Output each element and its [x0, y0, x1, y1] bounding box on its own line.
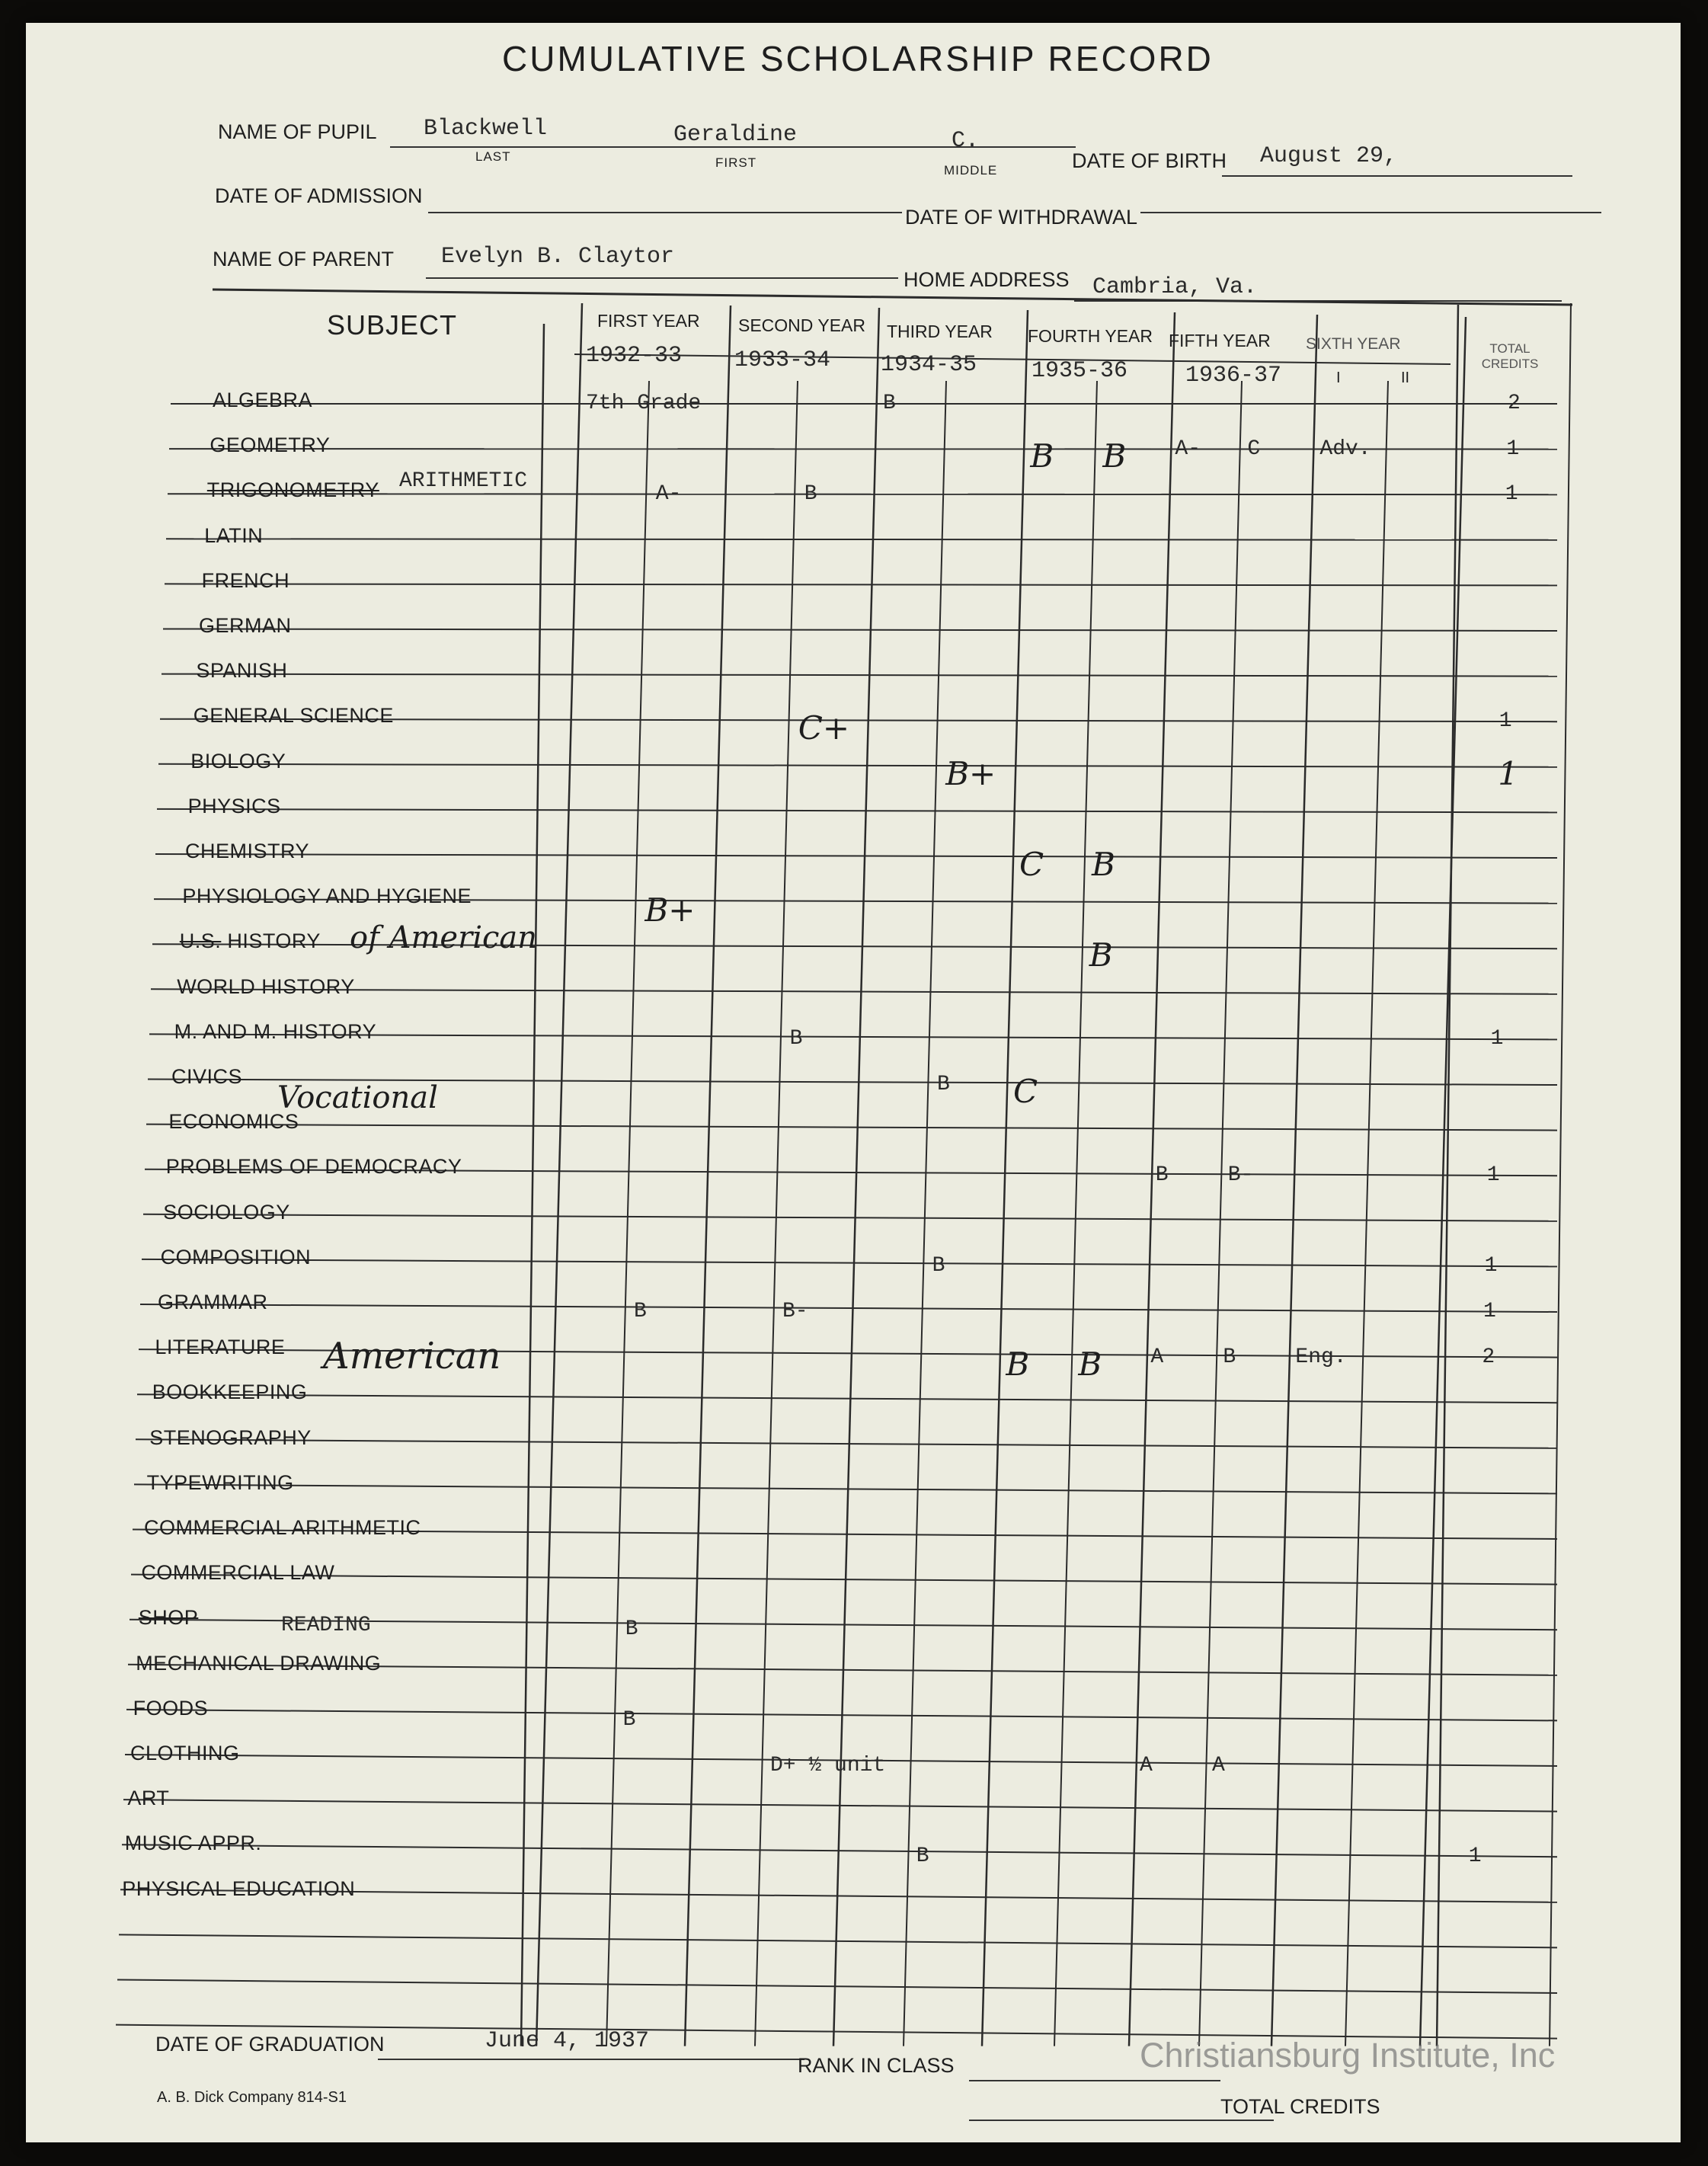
- grid-line: [134, 1484, 1557, 1493]
- subject-label: PHYSICAL EDUCATION: [122, 1876, 356, 1900]
- subject-label: STENOGRAPHY: [149, 1425, 312, 1449]
- record-sheet: [26, 23, 1681, 2142]
- subject-label: BOOKKEEPING: [152, 1381, 308, 1404]
- grade-entry: B: [932, 1254, 945, 1278]
- grade-entry: B: [789, 1027, 803, 1051]
- grade-entry: 2: [1482, 1345, 1495, 1369]
- grade-entry: Eng.: [1295, 1345, 1347, 1369]
- grid-line: [117, 1980, 1557, 1994]
- grade-entry: B: [916, 1844, 929, 1869]
- year-header-2: SECOND YEAR: [738, 315, 866, 335]
- watermark: Christiansburg Institute, Inc: [1140, 2036, 1556, 2075]
- grid-line: [574, 354, 1451, 364]
- grid-line: [521, 324, 544, 2046]
- address-value: Cambria, Va.: [1092, 274, 1258, 300]
- subject-label: SHOP: [138, 1606, 199, 1630]
- subject-label: U.S. HISTORY: [179, 929, 321, 953]
- grade-entry: 7th Grade: [586, 392, 702, 415]
- grid-line: [142, 1259, 1557, 1267]
- grid-line: [151, 989, 1557, 994]
- subject-label: TYPEWRITING: [146, 1470, 294, 1494]
- subject-label: ART: [127, 1787, 170, 1810]
- grade-entry: 1: [1506, 437, 1520, 461]
- year-header-3: THIRD YEAR: [887, 322, 993, 341]
- grade-entry: B: [1223, 1345, 1236, 1369]
- grade-entry: A: [1150, 1345, 1164, 1369]
- middle-caption: MIDDLE: [944, 163, 998, 178]
- grid-line: [165, 584, 1557, 585]
- grid-line: [833, 308, 879, 2046]
- grade-entry: B: [1030, 437, 1054, 475]
- grid-line: [137, 1394, 1557, 1403]
- grade-entry: B: [937, 1073, 950, 1096]
- grid-line: [146, 1125, 1557, 1131]
- grid-line: [163, 629, 1557, 632]
- subject-label: MUSIC APPR.: [124, 1832, 262, 1855]
- parent-label: NAME OF PARENT: [213, 248, 395, 270]
- subject-label: M. AND M. HISTORY: [174, 1019, 377, 1043]
- grade-entry: 1: [1505, 482, 1518, 507]
- subject-label: COMMERCIAL ARITHMETIC: [144, 1516, 421, 1539]
- year-header-6: SIXTH YEAR: [1306, 335, 1401, 353]
- rank-label: RANK IN CLASS: [798, 2054, 955, 2077]
- subject-label: PROBLEMS OF DEMOCRACY: [165, 1155, 462, 1179]
- grid-line: [131, 1575, 1557, 1585]
- grade-entry: 1: [1498, 709, 1512, 734]
- dob-label: DATE OF BIRTH: [1072, 149, 1227, 172]
- grade-entry: 2: [1508, 392, 1521, 415]
- grade-grid: [26, 23, 1681, 2142]
- grade-entry: 1: [1498, 754, 1518, 792]
- grid-line: [119, 1934, 1557, 1947]
- session-4: 1935-36: [1032, 358, 1128, 384]
- grade-entry: B+: [644, 891, 696, 929]
- grade-entry: A-: [655, 482, 682, 507]
- grade-entry: 1: [1483, 1300, 1496, 1323]
- last-caption: LAST: [475, 149, 511, 164]
- grade-entry: 1: [1468, 1844, 1482, 1869]
- dob-value: August 29,: [1260, 143, 1398, 169]
- grid-line: [136, 1439, 1557, 1448]
- session-3: 1934-35: [881, 352, 977, 378]
- subject-label: GEOMETRY: [210, 434, 331, 457]
- name-label: NAME OF PUPIL: [218, 120, 377, 143]
- grade-entry: Adv.: [1319, 437, 1371, 461]
- total-credits-label: TOTAL CREDITS: [1220, 2095, 1380, 2118]
- grade-entry: B: [1092, 846, 1115, 883]
- grid-line: [213, 290, 1572, 305]
- grade-entry: B: [625, 1617, 638, 1642]
- subject-label: PHYSICS: [187, 794, 281, 817]
- year-header-1: FIRST YEAR: [597, 311, 700, 331]
- session-1: 1932-33: [586, 343, 683, 369]
- grade-entry: C: [1247, 437, 1261, 461]
- grade-entry: B: [622, 1708, 636, 1732]
- grade-entry: B+: [945, 754, 996, 792]
- grid-line: [982, 310, 1028, 2046]
- vocational-annotation: Vocational: [277, 1080, 438, 1115]
- year-header-5: FIFTH YEAR: [1169, 331, 1271, 350]
- page-title: CUMULATIVE SCHOLARSHIP RECORD: [502, 39, 1214, 78]
- arithmetic-annotation: ARITHMETIC: [399, 469, 528, 493]
- first-caption: FIRST: [715, 155, 757, 170]
- grade-entry: B: [1155, 1163, 1169, 1188]
- grid-line: [755, 381, 798, 2046]
- parent-value: Evelyn B. Claytor: [441, 244, 675, 270]
- grid-line: [143, 1214, 1557, 1221]
- grade-entry: B-: [782, 1300, 808, 1323]
- subject-label: FOODS: [133, 1696, 209, 1720]
- grade-entry: B: [883, 392, 896, 415]
- grade-entry: C+: [798, 709, 850, 747]
- grid-line: [1420, 317, 1466, 2046]
- last-name-value: Blackwell: [424, 116, 548, 142]
- grade-entry: B: [1089, 936, 1113, 974]
- grade-entry: B-: [1227, 1163, 1254, 1188]
- grade-entry: B: [634, 1300, 647, 1323]
- subject-label: PHYSIOLOGY AND HYGIENE: [182, 885, 472, 908]
- grid-line: [158, 764, 1557, 767]
- subject-label: CHEMISTRY: [185, 840, 310, 862]
- printer-imprint: A. B. Dick Company 814-S1: [157, 2089, 347, 2106]
- grade-entry: B: [1102, 437, 1127, 475]
- grid-line: [140, 1304, 1557, 1312]
- total-credits-header: TOTAL CREDITS: [1481, 341, 1539, 371]
- subject-label: LITERATURE: [155, 1336, 286, 1359]
- admission-label: DATE OF ADMISSION: [215, 184, 423, 207]
- subject-label: GERMAN: [199, 614, 292, 637]
- subject-label: CIVICS: [171, 1065, 243, 1088]
- subject-label: TRIGONOMETRY: [206, 478, 379, 502]
- subject-header: SUBJECT: [327, 309, 458, 341]
- grid-line: [606, 381, 649, 2046]
- graduation-date: June 4, 1937: [485, 2028, 650, 2054]
- grid-line: [166, 539, 1557, 540]
- session-5: 1936-37: [1185, 363, 1282, 389]
- graduation-label: DATE OF GRADUATION: [155, 2033, 385, 2056]
- grid-line: [1271, 315, 1317, 2046]
- session-2: 1933-34: [734, 347, 831, 373]
- subject-label: LATIN: [204, 523, 264, 547]
- subject-label: BIOLOGY: [190, 749, 286, 773]
- subject-label: ALGEBRA: [213, 389, 313, 411]
- subject-label: SPANISH: [196, 659, 288, 683]
- subject-label: FRENCH: [201, 568, 290, 592]
- grade-entry: 1: [1490, 1027, 1504, 1051]
- reading-annotation: READING: [281, 1614, 371, 1637]
- grid-line: [1550, 303, 1571, 2046]
- subject-label: GRAMMAR: [158, 1291, 268, 1313]
- grade-entry: A-: [1175, 437, 1201, 461]
- grid-line: [157, 809, 1557, 813]
- american-literature-annotation: American: [323, 1335, 501, 1377]
- subject-label: COMMERCIAL LAW: [141, 1561, 335, 1585]
- grade-entry: C: [1013, 1073, 1038, 1110]
- middle-name-value: C.: [952, 128, 980, 154]
- subject-label: WORLD HISTORY: [177, 974, 355, 998]
- grid-line: [155, 854, 1557, 858]
- grid-line: [685, 306, 731, 2046]
- address-label: HOME ADDRESS: [904, 268, 1070, 291]
- grade-entry: D+ ½ unit: [770, 1754, 886, 1777]
- grade-entry: 1: [1486, 1163, 1500, 1188]
- grade-entry: A: [1140, 1754, 1153, 1777]
- grade-entry: B: [804, 482, 817, 507]
- of-american-annotation: of American: [350, 920, 538, 955]
- sixth-half-2: II: [1401, 370, 1410, 386]
- grade-entry: B: [1078, 1345, 1102, 1383]
- grade-entry: C: [1019, 846, 1044, 883]
- withdrawal-label: DATE OF WITHDRAWAL: [902, 206, 1140, 229]
- sixth-half-1: I: [1336, 370, 1341, 386]
- grid-line: [536, 303, 582, 2046]
- subject-label: COMPOSITION: [160, 1245, 312, 1269]
- grade-entry: 1: [1484, 1254, 1498, 1278]
- subject-label: MECHANICAL DRAWING: [136, 1651, 382, 1675]
- year-header-4: FOURTH YEAR: [1028, 326, 1153, 346]
- grid-line: [162, 674, 1557, 677]
- subject-label: GENERAL SCIENCE: [193, 704, 394, 728]
- grade-entry: A: [1212, 1754, 1225, 1777]
- grade-entry: B: [1006, 1345, 1030, 1383]
- subject-label: SOCIOLOGY: [163, 1200, 290, 1224]
- subject-label: CLOTHING: [130, 1742, 240, 1764]
- first-name-value: Geraldine: [673, 122, 798, 148]
- subject-label: ECONOMICS: [168, 1110, 299, 1134]
